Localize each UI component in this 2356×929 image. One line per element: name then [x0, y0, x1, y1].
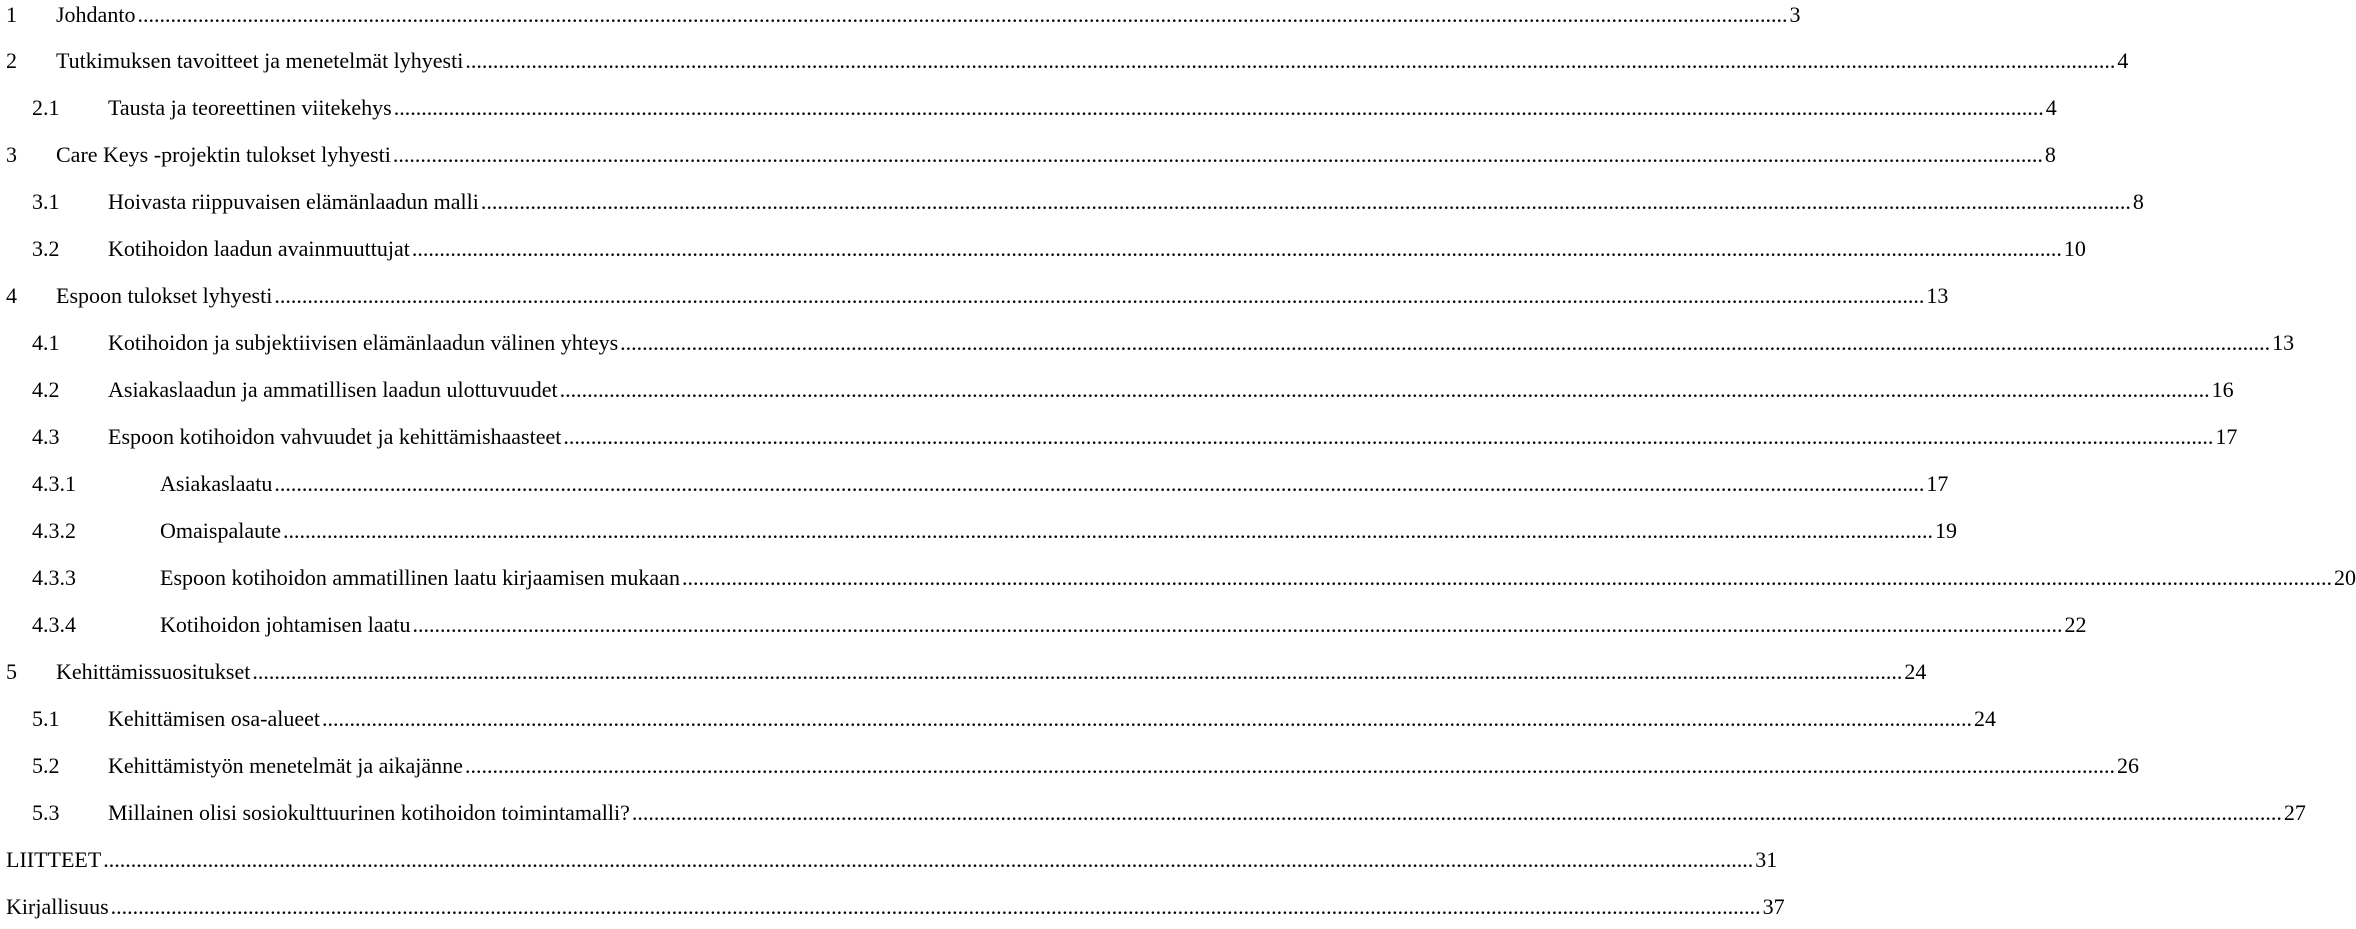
- toc-entry-page-number: 24: [1904, 659, 1927, 684]
- toc-entry-title: Kotihoidon johtamisen laatu: [160, 612, 411, 637]
- toc-entry-leader-dots: ............................................................................................................................................................................................................................................................................................................: [282, 518, 1933, 543]
- toc-entry[interactable]: [0, 140, 2056, 170]
- toc-entry-title: Espoon kotihoidon ammatillinen laatu kirjaamisen mukaan: [160, 565, 680, 590]
- toc-entry-page-number: 31: [1755, 847, 1778, 872]
- toc-entry-number: 3: [6, 142, 17, 167]
- toc-entry[interactable]: [0, 563, 2356, 593]
- toc-entry-page-number: 10: [2063, 236, 2086, 261]
- toc-entry-leader-dots: ............................................................................................................................................................................................................................................................................................................: [480, 189, 2131, 214]
- toc-entry[interactable]: [0, 845, 1778, 875]
- toc-entry-number: 4.3.4: [32, 612, 76, 637]
- toc-entry-leader-dots: ............................................................................................................................................................................................................................................................................................................: [393, 95, 2044, 120]
- toc-entry[interactable]: [0, 46, 2129, 76]
- toc-entry-page-number: 3: [1789, 2, 1801, 27]
- toc-entry-title: Johdanto: [56, 2, 136, 27]
- toc-entry-number: 4.1: [32, 330, 60, 355]
- toc-entry[interactable]: [0, 234, 2086, 264]
- toc-entry-page-number: 22: [2064, 612, 2087, 637]
- toc-entry-number: 4.3.1: [32, 471, 76, 496]
- toc-entry[interactable]: [0, 798, 2306, 828]
- toc-entry-page-number: 20: [2333, 565, 2356, 590]
- toc-entry-number: 4.3.3: [32, 565, 76, 590]
- toc-entry-page-number: 27: [2283, 800, 2306, 825]
- toc-entry-number: 3.2: [32, 236, 60, 261]
- toc-entry-page-number: 13: [2272, 330, 2295, 355]
- toc-entry-title: Kirjallisuus: [6, 894, 109, 919]
- toc-entry-leader-dots: ............................................................................................................................................................................................................................................................................................................: [137, 2, 1788, 27]
- toc-entry-leader-dots: ............................................................................................................................................................................................................................................................................................................: [274, 283, 1925, 308]
- toc-entry-number: 3.1: [32, 189, 60, 214]
- toc-entry-title: Espoon kotihoidon vahvuudet ja kehittämishaasteet: [108, 424, 562, 449]
- toc-entry[interactable]: [0, 704, 1996, 734]
- toc-entry-leader-dots: ............................................................................................................................................................................................................................................................................................................: [681, 565, 2332, 590]
- toc-entry-page-number: 4: [2117, 48, 2129, 73]
- toc-entry-leader-dots: ............................................................................................................................................................................................................................................................................................................: [465, 48, 2116, 73]
- toc-entry-page-number: 13: [1926, 283, 1949, 308]
- toc-entry[interactable]: [0, 469, 1949, 499]
- toc-entry-number: 5.2: [32, 753, 60, 778]
- toc-entry[interactable]: [0, 187, 2144, 217]
- toc-entry-title: Tutkimuksen tavoitteet ja menetelmät lyhyesti: [56, 48, 464, 73]
- toc-entry-number: 1: [6, 2, 17, 27]
- toc-entry-page-number: 17: [2215, 424, 2238, 449]
- toc-entry-number: 5.1: [32, 706, 60, 731]
- toc-entry-title: Asiakaslaatu: [160, 471, 273, 496]
- toc-entry-title: Tausta ja teoreettinen viitekehys: [108, 95, 392, 120]
- toc-entry-page-number: 24: [1973, 706, 1996, 731]
- toc-entry-leader-dots: ............................................................................................................................................................................................................................................................................................................: [321, 706, 1972, 731]
- toc-entry-leader-dots: ............................................................................................................................................................................................................................................................................................................: [411, 236, 2062, 261]
- toc-entry-number: 2: [6, 48, 17, 73]
- toc-entry-title: Kehittämisen osa-alueet: [108, 706, 320, 731]
- toc-entry-page-number: 26: [2116, 753, 2139, 778]
- toc-entry-title: Millainen olisi sosiokulttuurinen kotihoidon toimintamalli?: [108, 800, 630, 825]
- toc-entry-leader-dots: ............................................................................................................................................................................................................................................................................................................: [631, 800, 2282, 825]
- toc-entry-title: Kotihoidon ja subjektiivisen elämänlaadun välinen yhteys: [108, 330, 619, 355]
- toc-entry-page-number: 8: [2044, 142, 2056, 167]
- toc-entry-leader-dots: ............................................................................................................................................................................................................................................................................................................: [274, 471, 1925, 496]
- toc-entry[interactable]: [0, 281, 1949, 311]
- toc-entry-number: 4.2: [32, 377, 60, 402]
- toc-entry-number: 5: [6, 659, 17, 684]
- toc-entry[interactable]: [0, 375, 2234, 405]
- toc-entry-title: Kehittämissuositukset: [56, 659, 251, 684]
- toc-entry[interactable]: [0, 892, 1785, 922]
- toc-entry-title: Espoon tulokset lyhyesti: [56, 283, 273, 308]
- toc-entry-title: Kotihoidon laadun avainmuuttujat: [108, 236, 410, 261]
- toc-entry[interactable]: [0, 751, 2139, 781]
- toc-entry-number: 4: [6, 283, 17, 308]
- toc-entry-leader-dots: ............................................................................................................................................................................................................................................................................................................: [559, 377, 2210, 402]
- toc-entry[interactable]: [0, 610, 2087, 640]
- toc-entry-title: Asiakaslaadun ja ammatillisen laadun ulottuvuudet: [108, 377, 558, 402]
- toc-entry-leader-dots: ............................................................................................................................................................................................................................................................................................................: [563, 424, 2214, 449]
- toc-entry-title: LIITTEET: [6, 847, 102, 872]
- toc-entry-leader-dots: ............................................................................................................................................................................................................................................................................................................: [392, 142, 2043, 167]
- toc-entry-leader-dots: ............................................................................................................................................................................................................................................................................................................: [252, 659, 1903, 684]
- toc-entry[interactable]: [0, 0, 1801, 30]
- toc-entry[interactable]: [0, 422, 2238, 452]
- toc-entry[interactable]: [0, 516, 1957, 546]
- toc-entry-page-number: 16: [2211, 377, 2234, 402]
- toc-entry-number: 5.3: [32, 800, 60, 825]
- toc-entry-leader-dots: ............................................................................................................................................................................................................................................................................................................: [103, 847, 1754, 872]
- toc-entry-page-number: 19: [1934, 518, 1957, 543]
- toc-entry-page-number: 17: [1926, 471, 1949, 496]
- toc-entry-leader-dots: ............................................................................................................................................................................................................................................................................................................: [412, 612, 2063, 637]
- toc-entry-title: Hoivasta riippuvaisen elämänlaadun malli: [108, 189, 479, 214]
- toc-entry-title: Omaispalaute: [160, 518, 281, 543]
- toc-entry-title: Kehittämistyön menetelmät ja aikajänne: [108, 753, 463, 778]
- toc-entry-number: 2.1: [32, 95, 60, 120]
- toc-entry-page-number: 4: [2045, 95, 2057, 120]
- toc-entry-leader-dots: ............................................................................................................................................................................................................................................................................................................: [464, 753, 2115, 778]
- toc-entry-number: 4.3: [32, 424, 60, 449]
- toc-entry-page-number: 8: [2132, 189, 2144, 214]
- toc-entry-page-number: 37: [1762, 894, 1785, 919]
- toc-entry[interactable]: [0, 657, 1927, 687]
- toc-entry-leader-dots: ............................................................................................................................................................................................................................................................................................................: [620, 330, 2271, 355]
- toc-entry-title: Care Keys -projektin tulokset lyhyesti: [56, 142, 391, 167]
- toc-entry[interactable]: [0, 93, 2057, 123]
- toc-entry[interactable]: [0, 328, 2295, 358]
- toc-entry-leader-dots: ............................................................................................................................................................................................................................................................................................................: [110, 894, 1761, 919]
- toc-entry-number: 4.3.2: [32, 518, 76, 543]
